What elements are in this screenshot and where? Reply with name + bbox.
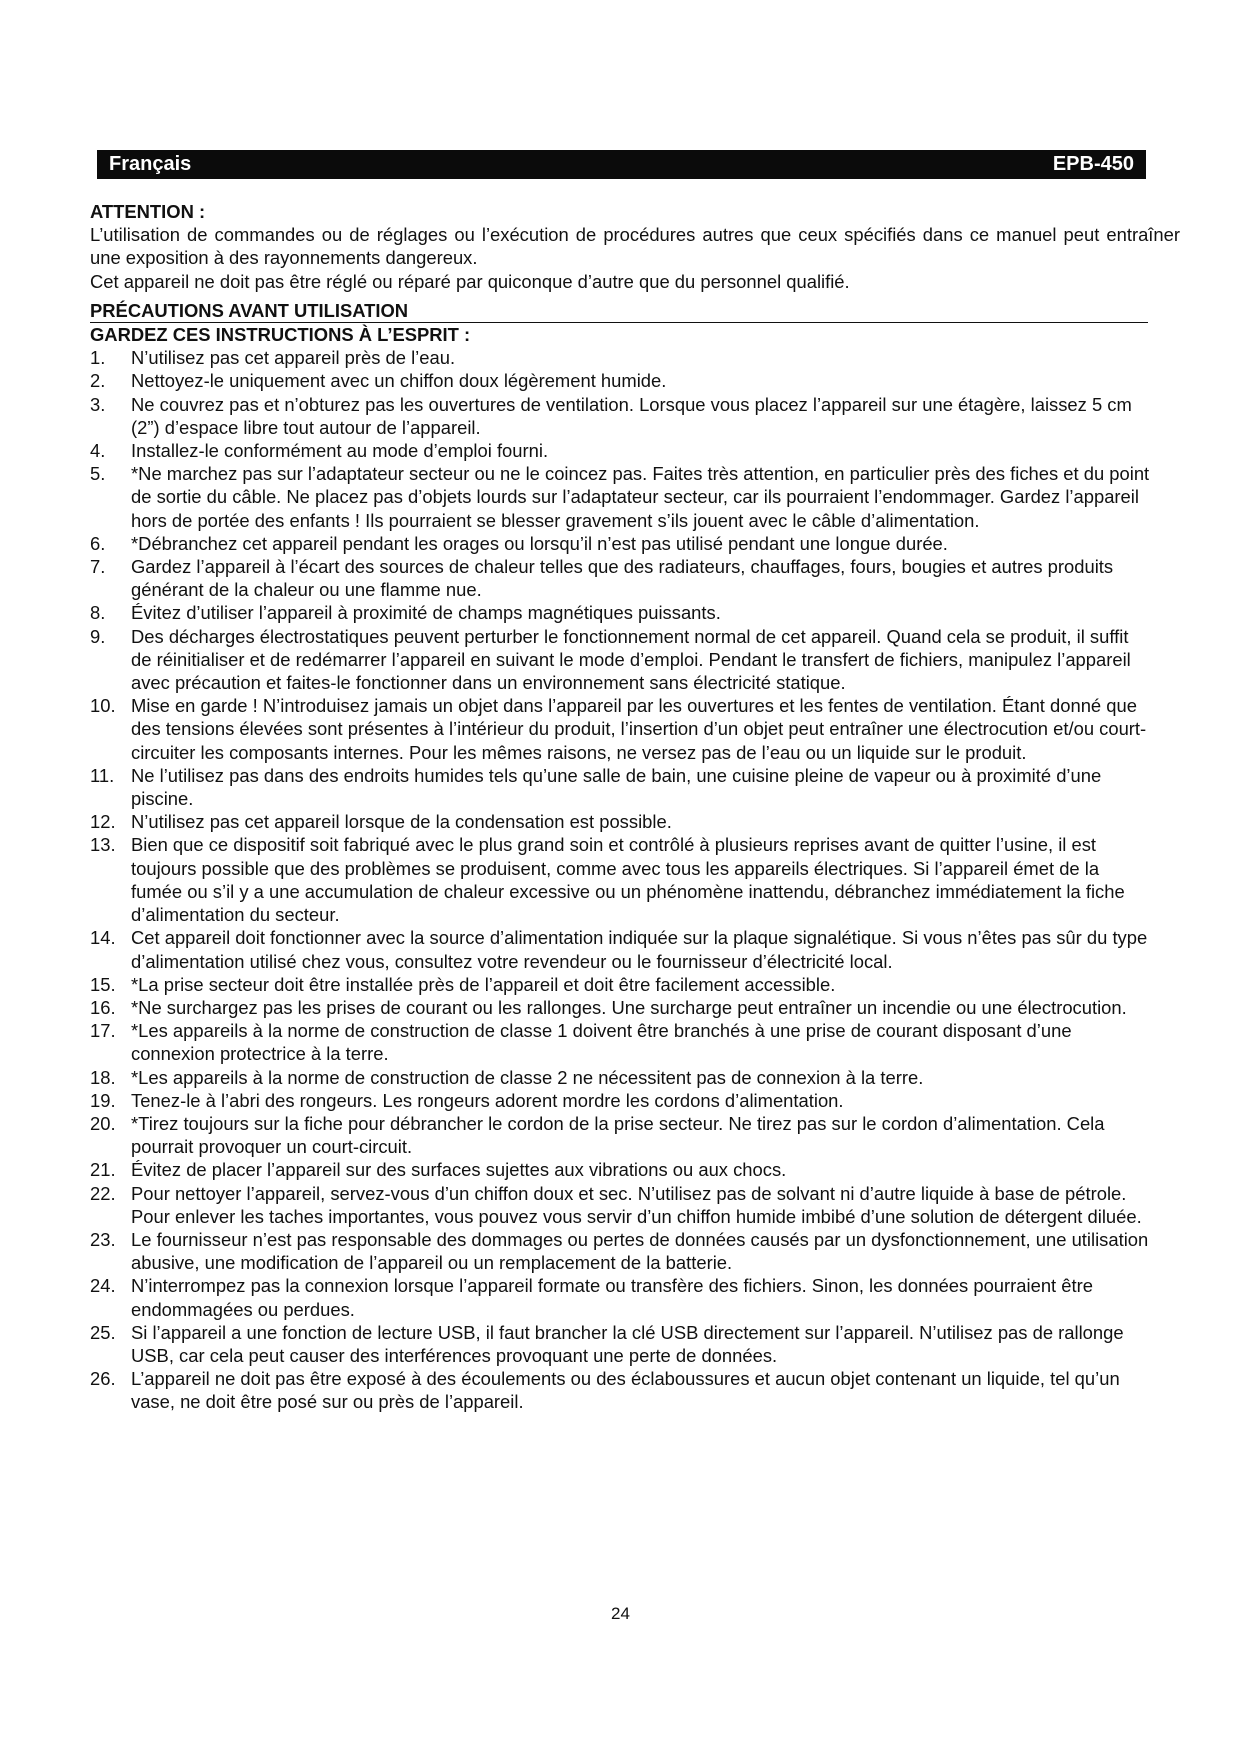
precaution-number: 19. <box>90 1089 116 1111</box>
precaution-item <box>90 462 1150 532</box>
precaution-text: *Débranchez cet appareil pendant les orages ou lorsqu’il n’est pas utilisé pendant une longue durée. <box>131 532 948 554</box>
precaution-number: 3. <box>90 393 106 415</box>
precaution-number: 6. <box>90 532 106 554</box>
precaution-item <box>90 1019 1150 1065</box>
precaution-item <box>90 1321 1150 1367</box>
precaution-text: *Les appareils à la norme de construction de classe 2 ne nécessitent pas de connexion à la terre. <box>131 1066 924 1088</box>
precaution-item <box>90 1367 1150 1413</box>
precaution-item <box>90 1089 1150 1112</box>
precaution-number: 24. <box>90 1275 116 1297</box>
precaution-text: Pour nettoyer l’appareil, servez-vous d’un chiffon doux et sec. N’utilisez pas de solvant ni d’autre liquide à base de pétrole. Pour enlever les taches importantes, vous pouvez vous servir d’un chiffon humide imbibé d’une solution de détergent diluée. <box>131 1182 1142 1227</box>
precaution-item <box>90 555 1150 601</box>
precaution-number: 23. <box>90 1228 116 1250</box>
page-number: 24 <box>611 1604 630 1623</box>
precaution-text: Bien que ce dispositif soit fabriqué avec le plus grand soin et contrôlé à plusieurs reprises avant de quitter l’usine, il est toujours possible que des problèmes se produisent, comme avec tous les appareils électriques. Si l’appareil émet de la fumée ou s’il y a une accumulation de chaleur excessive ou un phénomène inattendu, débranchez immédiatement la fiche d’alimentation du secteur. <box>131 834 1125 926</box>
precaution-text: Évitez d’utiliser l’appareil à proximité de champs magnétiques puissants. <box>131 602 721 624</box>
precaution-item <box>90 996 1150 1019</box>
precaution-text: Cet appareil doit fonctionner avec la source d’alimentation indiquée sur la plaque signalétique. Si vous n’êtes pas sûr du type d’alimentation utilisé chez vous, consultez votre revendeur ou le fournisseur d’électricité local. <box>131 927 1148 972</box>
model-label: EPB-450 <box>1052 153 1134 175</box>
precaution-number: 7. <box>90 556 106 578</box>
precaution-text: Nettoyez-le uniquement avec un chiffon doux légèrement humide. <box>131 370 667 392</box>
precautions-list <box>90 346 1150 1413</box>
precaution-item <box>90 973 1150 996</box>
precaution-item <box>90 346 1150 369</box>
precautions-subtitle: GARDEZ CES INSTRUCTIONS À L’ESPRIT : <box>90 322 1148 346</box>
precaution-number: 22. <box>90 1182 116 1204</box>
precaution-text: Évitez de placer l’appareil sur des surfaces sujettes aux vibrations ou aux chocs. <box>131 1159 787 1181</box>
precaution-text: Le fournisseur n’est pas responsable des dommages ou pertes de données causés par un dysfonctionnement, une utilisation abusive, une modification de l’appareil ou un remplacement de la batterie. <box>131 1228 1149 1274</box>
precaution-text: *Ne surchargez pas les prises de courant ou les rallonges. Une surcharge peut entraîner un incendie ou une électrocution. <box>131 996 1127 1018</box>
precaution-text: N’utilisez pas cet appareil près de l’eau. <box>131 347 456 369</box>
precaution-number: 16. <box>90 996 116 1018</box>
precaution-item <box>90 1158 1150 1181</box>
precaution-item <box>90 764 1150 810</box>
precaution-text: L’appareil ne doit pas être exposé à des écoulements ou des éclaboussures et aucun objet contenant un liquide, tel qu’un vase, ne doit être posé sur ou près de l’appareil. <box>131 1368 1120 1413</box>
precaution-item <box>90 1228 1150 1274</box>
precaution-number: 4. <box>90 440 106 462</box>
precaution-item <box>90 625 1150 695</box>
language-label: Français <box>109 153 192 175</box>
header-bar <box>97 150 1146 179</box>
precaution-text: Des décharges électrostatiques peuvent perturber le fonctionnement normal de cet appareil. Quand cela se produit, il suffit de réinitialiser et de redémarrer l’appareil en suivant le mode d’emploi. Pendant le transfert de fichiers, manipulez l’appareil avec précaution et faites-le fonctionner dans un environnement sans électricité statique. <box>131 625 1131 694</box>
precaution-text: Ne couvrez pas et n’obturez pas les ouvertures de ventilation. Lorsque vous placez l’appareil sur une étagère, laissez 5 cm (2”) d’espace libre tout autour de l’appareil. <box>131 393 1132 438</box>
precaution-number: 14. <box>90 927 116 949</box>
precaution-number: 11. <box>90 764 115 786</box>
attention-paragraph-1: L’utilisation de commandes ou de réglages ou l’exécution de procédures autres que ceux spécifiés dans ce manuel peut entraîner une exposition à des rayonnements dangereux. <box>90 224 1180 269</box>
precaution-item <box>90 393 1150 439</box>
precaution-item <box>90 810 1150 833</box>
precaution-number: 8. <box>90 602 106 624</box>
precaution-item <box>90 694 1150 764</box>
precaution-item <box>90 369 1150 392</box>
precaution-text: *La prise secteur doit être installée près de l’appareil et doit être facilement accessible. <box>131 973 836 995</box>
precaution-number: 21. <box>90 1159 116 1181</box>
precaution-number: 17. <box>90 1020 116 1042</box>
precaution-text: N’utilisez pas cet appareil lorsque de la condensation est possible. <box>131 811 672 833</box>
precaution-item <box>90 439 1150 462</box>
precaution-number: 2. <box>90 370 106 392</box>
precaution-number: 9. <box>90 625 106 647</box>
precaution-text: Ne l’utilisez pas dans des endroits humides tels qu’une salle de bain, une cuisine pleine de vapeur ou à proximité d’une piscine. <box>131 764 1102 810</box>
precaution-number: 25. <box>90 1321 116 1343</box>
precaution-text: Installez-le conformément au mode d’emploi fourni. <box>131 440 549 462</box>
attention-title: ATTENTION : <box>90 201 206 222</box>
precaution-text: *Tirez toujours sur la fiche pour débrancher le cordon de la prise secteur. Ne tirez pas sur le cordon d’alimentation. Cela pourrait provoquer un court-circuit. <box>131 1112 1105 1158</box>
precaution-item <box>90 532 1150 555</box>
precaution-item <box>90 926 1150 972</box>
precaution-text: Gardez l’appareil à l’écart des sources de chaleur telles que des radiateurs, chauffages, fours, bougies et autres produits générant de la chaleur ou une flamme nue. <box>131 556 1114 601</box>
precaution-text: *Les appareils à la norme de construction de classe 1 doivent être branchés à une prise de courant disposant d’une connexion protectrice à la terre. <box>131 1020 1072 1065</box>
precaution-text: Tenez-le à l’abri des rongeurs. Les rongeurs adorent mordre les cordons d’alimentation. <box>131 1089 844 1111</box>
precaution-item <box>90 601 1150 624</box>
precaution-number: 1. <box>90 347 106 369</box>
precaution-item <box>90 833 1150 926</box>
precaution-number: 15. <box>90 973 116 995</box>
precaution-item <box>90 1274 1150 1320</box>
precaution-number: 18. <box>90 1066 116 1088</box>
precaution-number: 5. <box>90 463 106 485</box>
precaution-text: Si l’appareil a une fonction de lecture USB, il faut brancher la clé USB directement sur l’appareil. N’utilisez pas de rallonge USB, car cela peut causer des interférences provoquant une perte de données. <box>131 1321 1124 1366</box>
precaution-number: 20. <box>90 1112 116 1134</box>
attention-paragraph-2: Cet appareil ne doit pas être réglé ou réparé par quiconque d’autre que du personnel qualifié. <box>90 270 850 292</box>
precaution-number: 10. <box>90 695 116 717</box>
precaution-text: Mise en garde ! N’introduisez jamais un objet dans l’appareil par les ouvertures et les fentes de ventilation. Étant donné que des tensions élevées sont présentes à l’intérieur du produit, l’insertion d’un objet peut entraîner une électrocution et/ou court-circuiter les composants internes. Pour les mêmes raisons, ne versez pas de l’eau ou un liquide sur le produit. <box>131 695 1147 763</box>
content <box>90 200 1180 1414</box>
precaution-text: N’interrompez pas la connexion lorsque l’appareil formate ou transfère des fichiers. Sinon, les données pourraient être endommagées ou perdues. <box>131 1275 1093 1320</box>
precaution-number: 12. <box>90 811 116 833</box>
precaution-text: *Ne marchez pas sur l’adaptateur secteur ou ne le coincez pas. Faites très attention, en particulier près des fiches et du point de sortie du câble. Ne placez pas d’objets lourds sur l’adaptateur secteur, car ils pourraient l’endommager. Gardez l’appareil hors de portée des enfants ! Ils pourraient se blesser gravement s’ils jouent avec le câble d’alimentation. <box>131 463 1150 531</box>
precaution-number: 13. <box>90 834 116 856</box>
precaution-item <box>90 1066 1150 1089</box>
precaution-item <box>90 1182 1150 1228</box>
precaution-item <box>90 1112 1150 1158</box>
precaution-number: 26. <box>90 1368 116 1390</box>
precautions-title: PRÉCAUTIONS AVANT UTILISATION <box>90 299 409 321</box>
